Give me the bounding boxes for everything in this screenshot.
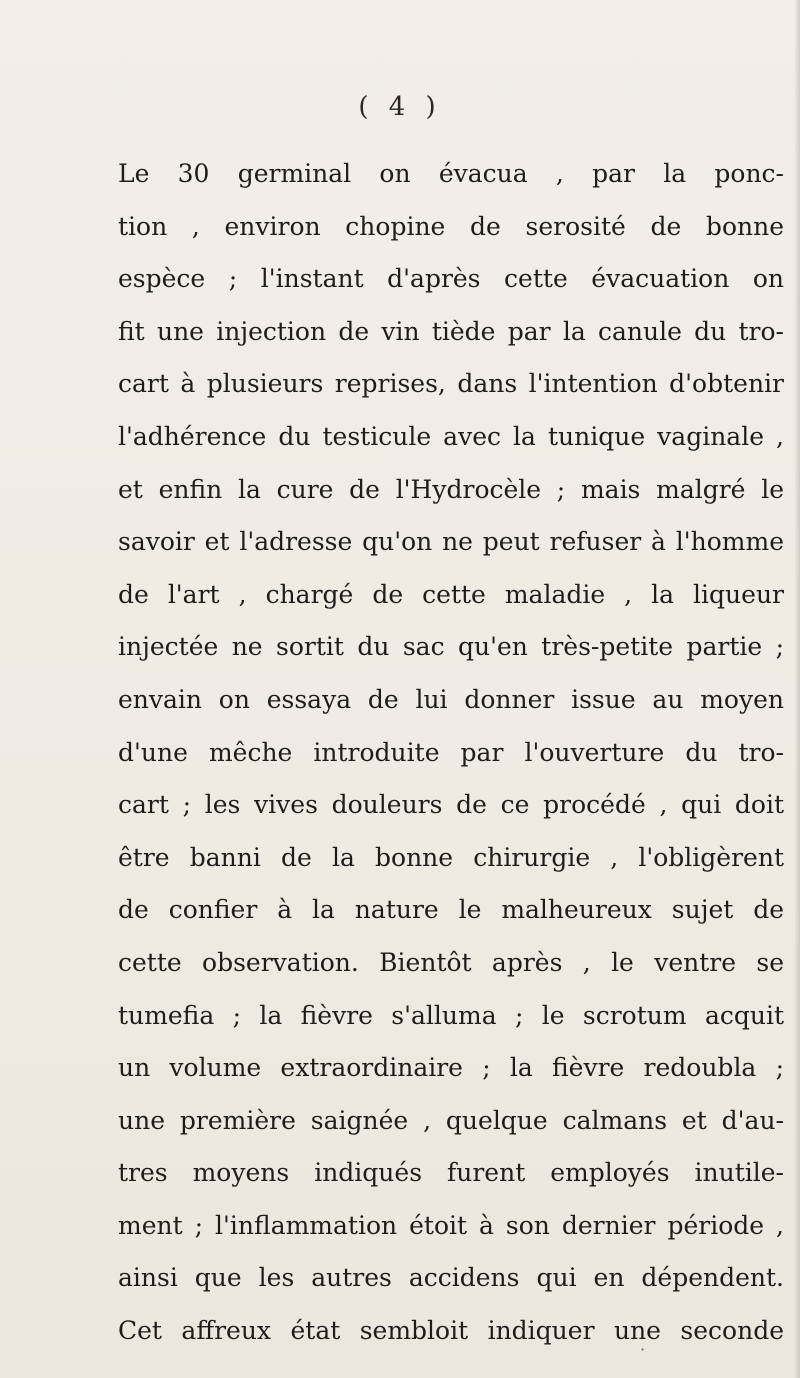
text-line: tumefia ; la fièvre s'alluma ; le scrotum acquit <box>118 1000 784 1030</box>
text-line: cette observation. Bientôt après , le ventre se <box>118 947 784 977</box>
text-line: cart à plusieurs reprises, dans l'intention d'obtenir <box>118 369 784 399</box>
text-line: injectée ne sortit du sac qu'en très-petite partie ; <box>118 632 784 662</box>
text-line: espèce ; l'instant d'après cette évacuation on <box>118 264 784 294</box>
text-line: Le 30 germinal on évacua , par la ponc- <box>118 159 784 188</box>
text-line: une première saignée , quelque calmans et d'au- <box>118 1105 784 1135</box>
text-line: savoir et l'adresse qu'on ne peut refuser à l'homme <box>118 527 784 557</box>
text-line: l'adhérence du testicule avec la tunique vaginale , <box>118 421 784 451</box>
page-edge-shadow <box>794 0 800 1378</box>
text-line: ainsi que les autres accidens qui en dépendent. <box>118 1263 784 1293</box>
text-line: envain on essaya de lui donner issue au moyen <box>118 684 784 714</box>
text-line: de confier à la nature le malheureux sujet de <box>118 895 784 925</box>
text-line: cart ; les vives douleurs de ce procédé , qui doit <box>118 790 784 820</box>
text-line: de l'art , chargé de cette maladie , la liqueur <box>118 579 784 609</box>
text-line: être banni de la bonne chirurgie , l'obligèrent <box>118 842 784 872</box>
text-line: ment ; l'inflammation étoit à son dernier période , <box>118 1210 784 1240</box>
text-line: fit une injection de vin tiède par la canule du tro- <box>118 316 784 346</box>
paper-speck: · <box>640 1340 646 1359</box>
text-line: Cet affreux état sembloit indiquer une seconde <box>118 1316 784 1346</box>
text-line: un volume extraordinaire ; la fièvre redoubla ; <box>118 1053 784 1083</box>
text-line: tion , environ chopine de serosité de bonne <box>118 211 784 241</box>
body-text <box>118 148 784 1358</box>
text-line: et enfin la cure de l'Hydrocèle ; mais malgré le <box>118 474 784 504</box>
page-number: ( 4 ) <box>358 92 442 122</box>
text-line: d'une mêche introduite par l'ouverture du tro- <box>118 737 784 767</box>
text-line: tres moyens indiqués furent employés inutile- <box>118 1158 784 1188</box>
